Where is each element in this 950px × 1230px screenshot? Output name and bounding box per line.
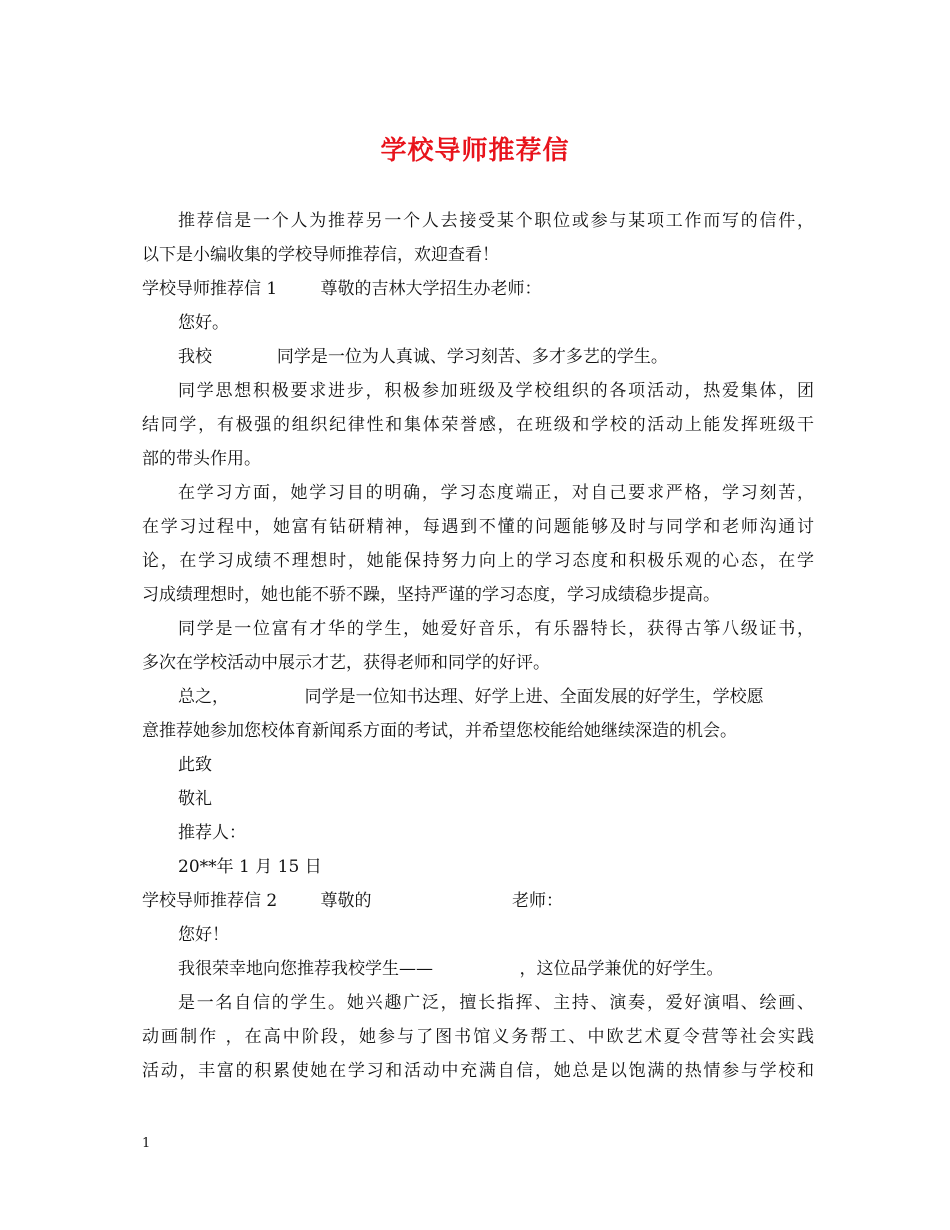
paragraph-line: 总之， 同学是一位知书达理、好学上进、全面发展的好学生，学校愿 [178,687,764,707]
closing-line: 敬礼 [178,789,212,809]
document-title: 学校导师推荐信 [380,136,570,166]
paragraph-line: 部的带头作用。 [142,449,261,469]
paragraph-line: 同学思想积极要求进步，积极参加班级及学校组织的各项活动，热爱集体，团 [178,381,814,401]
paragraph-line: 结同学，有极强的组织纪律性和集体荣誉感，在班级和学校的活动上能发挥班级干 [142,415,814,435]
section-heading-line: 学校导师推荐信 2 尊敬的 老师： [142,891,563,911]
closing-line: 此致 [178,755,212,775]
paragraph-line: 意推荐她参加您校体育新闻系方面的考试，并希望您校能给她继续深造的机会。 [142,721,737,741]
paragraph-line: 习成绩理想时，她也能不骄不躁，坚持严谨的学习态度，学习成绩稳步提高。 [142,585,720,605]
paragraph-line: 我校 同学是一位为人真诚、学习刻苦、多才多艺的学生。 [178,347,668,367]
paragraph-line: 推荐信是一个人为推荐另一个人去接受某个职位或参与某项工作而写的信件， [178,211,814,231]
paragraph-line: 以下是小编收集的学校导师推荐信，欢迎查看！ [142,245,499,265]
section-heading-line: 学校导师推荐信 1 尊敬的吉林大学招生办老师： [142,279,542,299]
paragraph-line: 论，在学习成绩不理想时，她能保持努力向上的学习态度和积极乐观的心态，在学 [142,551,814,571]
signature-line: 推荐人： [178,823,246,843]
paragraph-line: 活动，丰富的积累使她在学习和活动中充满自信，她总是以饱满的热情参与学校和 [142,1061,814,1081]
paragraph-line: 在学习方面，她学习目的明确，学习态度端正，对自己要求严格，学习刻苦， [178,483,814,503]
greeting-line: 您好！ [178,925,229,945]
paragraph-line: 在学习过程中，她富有钻研精神，每遇到不懂的问题能够及时与同学和老师沟通讨 [142,517,814,537]
paragraph-line: 是一名自信的学生。她兴趣广泛，擅长指挥、主持、演奏，爱好演唱、绘画、 [178,993,814,1013]
paragraph-line: 我很荣幸地向您推荐我校学生—— ，这位品学兼优的好学生。 [178,959,724,979]
paragraph-line: 动画制作 ，在高中阶段，她参与了图书馆义务帮工、中欧艺术夏令营等社会实践 [142,1027,814,1047]
paragraph-line: 多次在学校活动中展示才艺，获得老师和同学的好评。 [142,653,550,673]
greeting-line: 您好。 [178,313,229,333]
document-body [142,204,814,1088]
date-line: 20**年 1 月 15 日 [178,857,322,877]
page-number: 1 [142,1136,151,1151]
paragraph-line: 同学是一位富有才华的学生，她爱好音乐，有乐器特长，获得古筝八级证书， [178,619,814,639]
